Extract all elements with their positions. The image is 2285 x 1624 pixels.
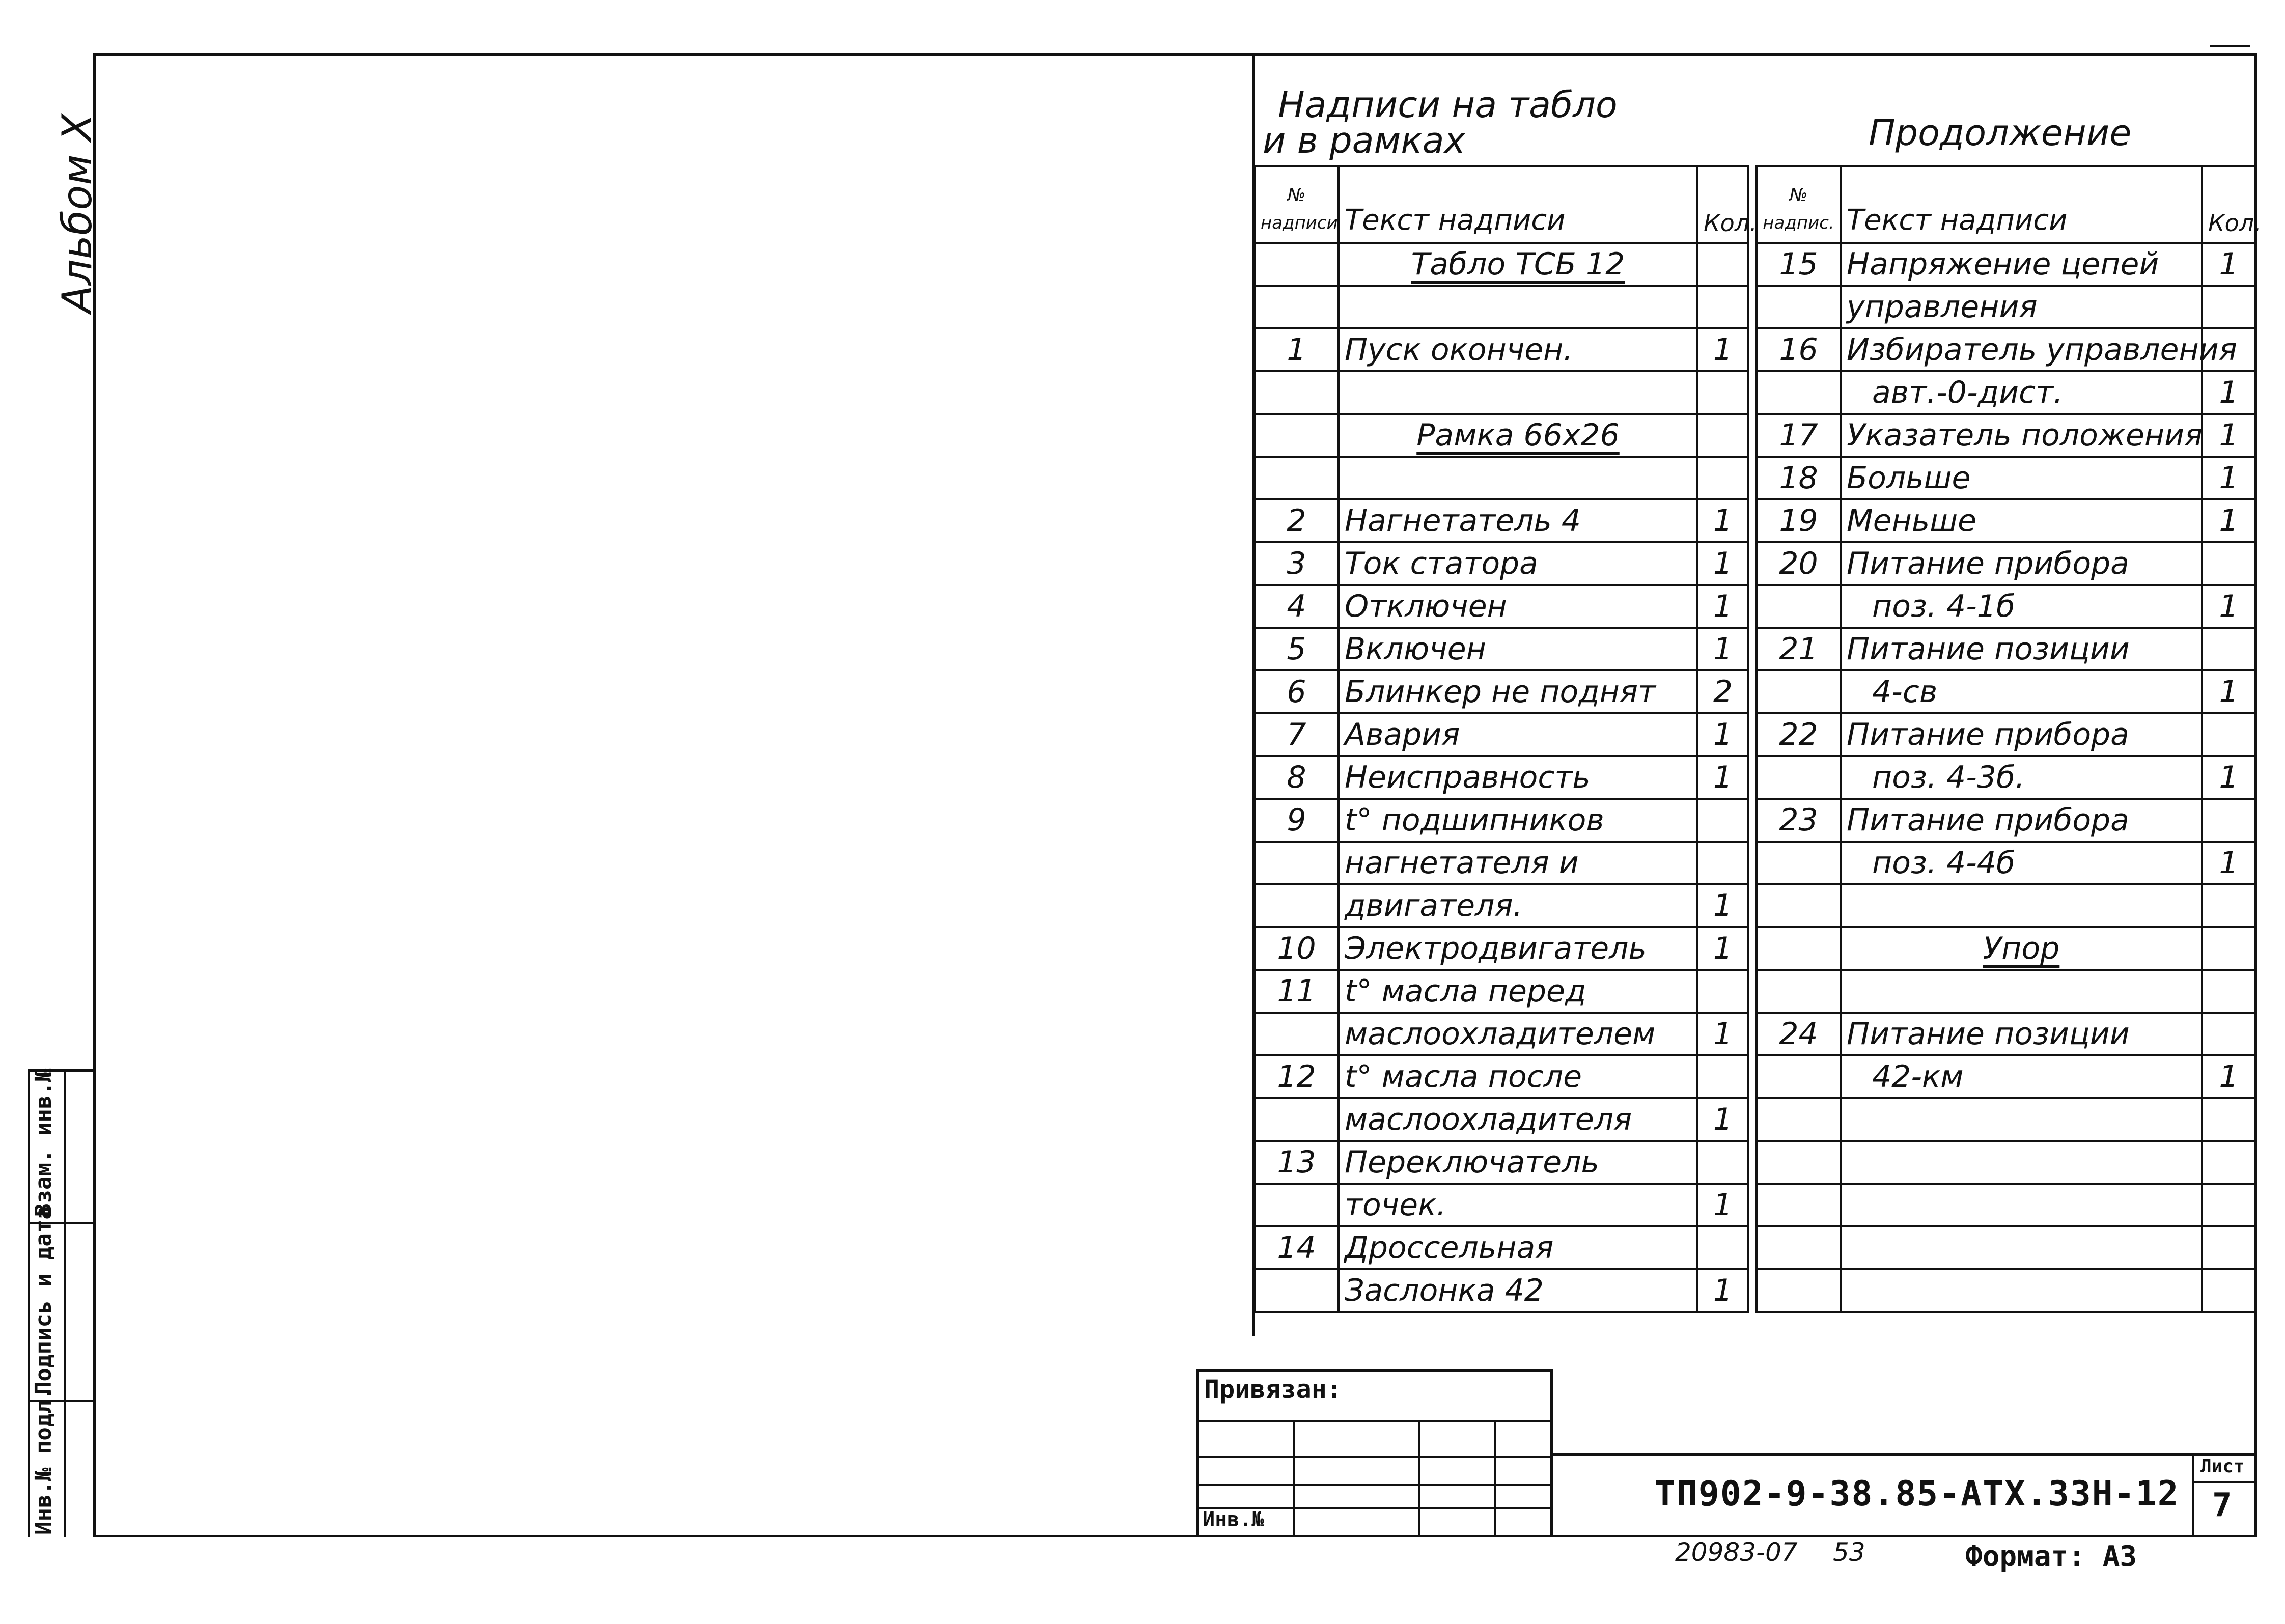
table-row [1757,970,2255,1013]
table-row [1255,457,1748,499]
table-row [1757,1269,2255,1312]
sheet-label: Лист [2200,1456,2245,1477]
inscription-quantity: 1 [1697,1098,1748,1141]
table-row [1255,499,1748,542]
inscription-number [1255,1269,1339,1312]
archive-number: 20983-07 [1675,1537,1798,1567]
table-row [1757,1141,2255,1184]
table-row [1255,970,1748,1013]
inscription-quantity [2202,927,2255,970]
inscription-number [1255,1184,1339,1226]
table-row [1757,1184,2255,1226]
table-row [1255,1141,1748,1184]
inscription-number [1757,585,1841,628]
title-block-col2 [1418,1420,1420,1537]
table-row [1255,799,1748,842]
inscription-quantity [1697,799,1748,842]
table-row [1255,927,1748,970]
table-row [1255,1098,1748,1141]
inscription-text: маслоохладителя [1339,1098,1697,1141]
inscriptions-table-left [1253,165,1757,1313]
table-row [1757,371,2255,414]
inscription-quantity [1697,1226,1748,1269]
table-row [1757,628,2255,670]
inscription-quantity [1697,970,1748,1013]
table-row [1255,713,1748,756]
inscription-text: поз. 4-1б [1841,585,2202,628]
inscription-quantity: 1 [1697,927,1748,970]
table-row [1757,1098,2255,1141]
stamp-cell-replaced: Взам. инв.№ [31,1068,57,1217]
col-header-text: Текст надписи [1841,166,2202,243]
table-row [1757,670,2255,713]
sheet-number: 7 [2212,1487,2232,1524]
inscription-number: 19 [1757,499,1841,542]
table-row [1757,328,2255,371]
inscription-text: Блинкер не поднят [1339,670,1697,713]
inscription-quantity: 1 [1697,499,1748,542]
inscription-text: Дроссельная [1339,1226,1697,1269]
inscription-text: нагнетателя и [1339,842,1697,884]
table-row [1255,884,1748,927]
inscription-number [1255,1013,1339,1055]
binding-strip-left [28,1069,30,1537]
table-row [1255,1269,1748,1312]
inscription-number: 20 [1757,542,1841,585]
inscription-quantity: 1 [2202,585,2255,628]
title-block-line2 [1196,1456,1553,1458]
inscription-number [1255,286,1339,328]
col-header-no: № надписи [1255,166,1339,243]
binding-strip-mid [64,1069,66,1537]
table-row [1255,286,1748,328]
table-row [1255,585,1748,628]
inscription-text: Упор [1841,927,2202,970]
inscription-quantity: 1 [2202,670,2255,713]
inscription-quantity: 1 [1697,884,1748,927]
inscription-quantity [2202,799,2255,842]
inscription-text: Включен [1339,628,1697,670]
page-number: 53 [1833,1537,1865,1567]
inscription-quantity [1697,243,1748,286]
inscription-number: 22 [1757,713,1841,756]
inscription-quantity [2202,286,2255,328]
table-row [1255,414,1748,457]
inscription-quantity: 1 [2202,499,2255,542]
inscription-quantity: 1 [2202,756,2255,799]
inscription-text: Авария [1339,713,1697,756]
inscription-quantity [2202,970,2255,1013]
table-row [1757,1055,2255,1098]
inscription-quantity: 1 [2202,457,2255,499]
inscription-number [1757,970,1841,1013]
inscription-number [1757,1141,1841,1184]
inscription-quantity: 1 [2202,243,2255,286]
inscription-text: Переключатель [1339,1141,1697,1184]
inscription-number [1255,457,1339,499]
inscription-text: Электродвигатель [1339,927,1697,970]
inscription-text: Питание прибора [1841,542,2202,585]
inscription-quantity [2202,1226,2255,1269]
stamp-cell-signature: Подпись и дата [31,1206,57,1395]
table-row [1757,842,2255,884]
table-row [1757,499,2255,542]
inscription-number: 12 [1255,1055,1339,1098]
inscription-text: поз. 4-3б. [1841,756,2202,799]
table-row [1255,328,1748,371]
inscription-quantity: 1 [2202,1055,2255,1098]
inscription-quantity [1697,371,1748,414]
sheet-title-line2: и в рамках [1263,120,1465,161]
inscription-text: Питание прибора [1841,713,2202,756]
inscription-number: 21 [1757,628,1841,670]
table-row [1757,1226,2255,1269]
table-row [1757,243,2255,286]
inscription-text: Питание прибора [1841,799,2202,842]
table-row [1757,927,2255,970]
inscription-number: 9 [1255,799,1339,842]
inscription-quantity [1697,414,1748,457]
inscription-text [1339,457,1697,499]
inscription-number: 18 [1757,457,1841,499]
title-block-line1 [1196,1420,1553,1422]
inscription-text: Питание позиции [1841,1013,2202,1055]
inscription-quantity [1697,842,1748,884]
inventory-no-label: Инв.№ [1203,1508,1264,1531]
inscription-quantity [2202,542,2255,585]
inscription-text [1841,1269,2202,1312]
inscription-number: 2 [1255,499,1339,542]
sheet-title-line1: Надписи на табло [1278,84,1618,126]
title-block-col1 [1293,1420,1295,1537]
inscription-number [1255,884,1339,927]
inscription-number [1255,842,1339,884]
inscription-text: двигателя. [1339,884,1697,927]
inscription-quantity [2202,1184,2255,1226]
inscription-text: Неисправность [1339,756,1697,799]
stamp-cell-inventory: Инв.№ подл. [31,1386,57,1535]
inscription-quantity [1697,1141,1748,1184]
continuation-label: Продолжение [1869,112,2132,154]
code-row-top [1553,1453,2255,1456]
inscription-number [1255,1098,1339,1141]
inscription-number [1757,1269,1841,1312]
album-label: Альбом X [53,114,101,313]
linked-label: Привязан: [1204,1375,1342,1404]
inscription-quantity: 2 [1697,670,1748,713]
inscription-text: 4-св [1841,670,2202,713]
inscription-quantity [2202,1098,2255,1141]
inscription-quantity: 1 [1697,542,1748,585]
inscription-quantity: 1 [1697,628,1748,670]
inscription-number: 3 [1255,542,1339,585]
table-row [1255,1055,1748,1098]
inscription-text: Пуск окончен. [1339,328,1697,371]
inscription-number [1757,1055,1841,1098]
paper-format: Формат: А3 [1965,1540,2137,1573]
inscription-quantity: 1 [2202,842,2255,884]
inscription-quantity [1697,1055,1748,1098]
inscription-quantity [2202,1141,2255,1184]
table-row [1757,1013,2255,1055]
inscription-text: Больше [1841,457,2202,499]
table-row [1757,713,2255,756]
inscription-text: Питание позиции [1841,628,2202,670]
table-row [1757,756,2255,799]
drawing-code: ТП902-9-38.85-АТХ.33Н-12 [1655,1474,2180,1514]
inscription-quantity [1697,457,1748,499]
table-row [1255,1184,1748,1226]
inscription-number [1757,1098,1841,1141]
inscription-text: Нагнетатель 4 [1339,499,1697,542]
inscription-number: 16 [1757,328,1841,371]
inscription-quantity: 1 [1697,713,1748,756]
inscription-number [1757,884,1841,927]
inscription-text: 42-км [1841,1055,2202,1098]
inscription-number [1757,1184,1841,1226]
table-row [1255,1226,1748,1269]
inscription-quantity [2202,713,2255,756]
inscription-number [1255,414,1339,457]
inscription-text [1339,286,1697,328]
table-row [1757,414,2255,457]
inscription-number: 7 [1255,713,1339,756]
inscription-number [1757,286,1841,328]
inscription-text [1841,884,2202,927]
inscription-text: маслоохладителем [1339,1013,1697,1055]
inscription-text [1841,970,2202,1013]
inscription-number: 14 [1255,1226,1339,1269]
inscription-quantity: 1 [1697,1013,1748,1055]
inscription-quantity [2202,1269,2255,1312]
inscription-number [1757,1226,1841,1269]
table-row [1757,884,2255,927]
table-row [1255,1013,1748,1055]
table-row [1757,457,2255,499]
col-header-qty: Кол. [1697,166,1748,243]
inscription-quantity [2202,628,2255,670]
inscription-text [1841,1184,2202,1226]
inscription-number: 11 [1255,970,1339,1013]
corner-mark [2210,45,2250,47]
col-header-text: Текст надписи [1339,166,1697,243]
inscription-text: точек. [1339,1184,1697,1226]
inscription-number: 1 [1255,328,1339,371]
inscription-text [1841,1141,2202,1184]
inscription-number: 6 [1255,670,1339,713]
inscription-quantity [2202,1013,2255,1055]
inscription-number [1757,842,1841,884]
table-row [1255,670,1748,713]
table-row [1255,243,1748,286]
inscription-text: Меньше [1841,499,2202,542]
inscription-quantity [2202,884,2255,927]
inscription-text: Ток статора [1339,542,1697,585]
inscription-number [1757,670,1841,713]
inscription-quantity: 1 [1697,756,1748,799]
inscription-quantity: 1 [1697,1269,1748,1312]
inscription-number: 24 [1757,1013,1841,1055]
inscription-number: 10 [1255,927,1339,970]
inscription-text: Табло ТСБ 12 [1339,243,1697,286]
inscription-text [1841,1098,2202,1141]
inscription-text: Заслонка 42 [1339,1269,1697,1312]
inscription-number [1757,927,1841,970]
inscription-quantity: 1 [2202,414,2255,457]
inscription-number [1757,371,1841,414]
inscription-number [1255,371,1339,414]
table-row [1757,585,2255,628]
inscription-number: 13 [1255,1141,1339,1184]
table-row [1255,842,1748,884]
inscription-quantity: 1 [1697,1184,1748,1226]
inscription-number: 17 [1757,414,1841,457]
inscription-text: Указатель положения [1841,414,2202,457]
inscription-text: поз. 4-4б [1841,842,2202,884]
inscription-number: 15 [1757,243,1841,286]
inscription-number: 8 [1255,756,1339,799]
inscription-number: 23 [1757,799,1841,842]
inscription-text: Напряжение цепей [1841,243,2202,286]
inscription-text: Избиратель управления [1841,328,2202,371]
inscription-text: t° масла после [1339,1055,1697,1098]
inscription-number [1255,243,1339,286]
inscription-quantity: 1 [1697,585,1748,628]
inscription-quantity [1697,286,1748,328]
col-header-no: № надпис. [1757,166,1841,243]
inscription-text: авт.-0-дист. [1841,371,2202,414]
sheet-cell-mid [2192,1481,2255,1483]
table-row [1255,628,1748,670]
table-row [1255,756,1748,799]
table-row [1255,371,1748,414]
inscription-text: t° подшипников [1339,799,1697,842]
inscription-text: t° масла перед [1339,970,1697,1013]
col-header-qty: Кол. [2202,166,2255,243]
title-block-line3 [1196,1484,1553,1486]
inscription-text [1841,1226,2202,1269]
title-block-col3 [1494,1420,1496,1537]
inscription-text [1339,371,1697,414]
inscription-text: управления [1841,286,2202,328]
table-row [1757,799,2255,842]
table-row [1757,542,2255,585]
inscription-text: Отключен [1339,585,1697,628]
sheet-cell-left [2192,1453,2194,1537]
inscription-quantity: 1 [1697,328,1748,371]
inscription-number [1757,756,1841,799]
inscription-text: Рамка 66х26 [1339,414,1697,457]
inscription-number: 4 [1255,585,1339,628]
inscription-quantity: 1 [2202,371,2255,414]
inscriptions-table-right [1755,165,2262,1313]
table-row [1255,542,1748,585]
inscription-number: 5 [1255,628,1339,670]
table-row [1757,286,2255,328]
